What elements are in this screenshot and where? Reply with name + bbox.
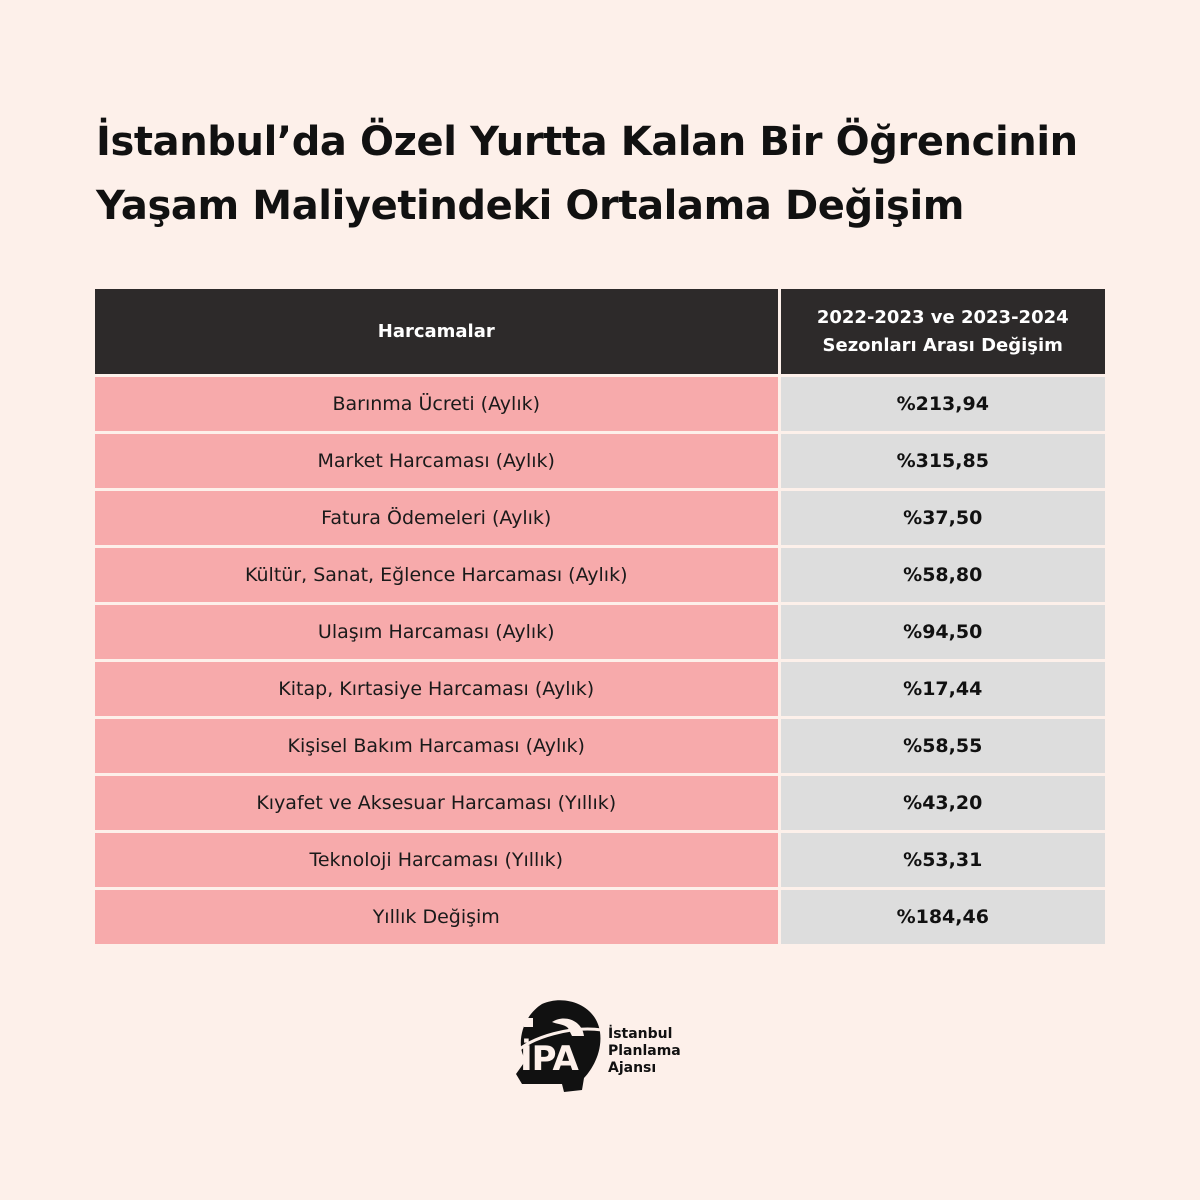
expense-label-cell: Kitap, Kırtasiye Harcaması (Aylık)	[95, 661, 779, 718]
table-row	[95, 661, 1105, 718]
change-value-cell: %37,50	[779, 490, 1105, 547]
cost-change-table	[95, 289, 1105, 944]
table-row	[95, 433, 1105, 490]
expense-label-cell: Market Harcaması (Aylık)	[95, 433, 779, 490]
change-value-cell: %315,85	[779, 433, 1105, 490]
expense-label-cell: Fatura Ödemeleri (Aylık)	[95, 490, 779, 547]
table-row	[95, 832, 1105, 889]
table-row	[95, 775, 1105, 832]
table-row	[95, 490, 1105, 547]
change-value-cell: %53,31	[779, 832, 1105, 889]
column-header-change	[779, 289, 1105, 376]
column-header-change-line-1: 2022-2023 ve 2023-2024	[816, 306, 1069, 328]
change-value-cell: %184,46	[779, 889, 1105, 945]
column-header-expenses: Harcamalar	[95, 289, 779, 376]
page-title	[96, 110, 1116, 238]
column-header-change-line-2: Sezonları Arası Değişim	[822, 334, 1063, 356]
expense-label-cell: Kültür, Sanat, Eğlence Harcaması (Aylık)	[95, 547, 779, 604]
page-title-line-2: Yaşam Maliyetindeki Ortalama Değişim	[96, 183, 965, 229]
change-value-cell: %58,55	[779, 718, 1105, 775]
change-value-cell: %58,80	[779, 547, 1105, 604]
ipa-logo	[512, 996, 702, 1096]
change-value-cell: %213,94	[779, 376, 1105, 433]
ipa-logo-text	[608, 1026, 681, 1077]
ipa-logo-mark-text: İPA	[520, 1039, 578, 1079]
expense-label-cell: Yıllık Değişim	[95, 889, 779, 945]
change-value-cell: %43,20	[779, 775, 1105, 832]
page-title-line-1: İstanbul’da Özel Yurtta Kalan Bir Öğrencinin	[96, 119, 1078, 165]
table-row	[95, 376, 1105, 433]
expense-label-cell: Ulaşım Harcaması (Aylık)	[95, 604, 779, 661]
expense-label-cell: Teknoloji Harcaması (Yıllık)	[95, 832, 779, 889]
ipa-logo-line-3: Ajansı	[608, 1060, 657, 1076]
ipa-logo-line-1: İstanbul	[608, 1026, 673, 1042]
table-row	[95, 547, 1105, 604]
expense-label-cell: Kişisel Bakım Harcaması (Aylık)	[95, 718, 779, 775]
change-value-cell: %94,50	[779, 604, 1105, 661]
table-row	[95, 718, 1105, 775]
table-body	[95, 376, 1105, 945]
change-value-cell: %17,44	[779, 661, 1105, 718]
ipa-logo-line-2: Planlama	[608, 1043, 681, 1059]
table-row	[95, 889, 1105, 945]
ipa-logo-mark	[512, 996, 604, 1096]
table-header-row	[95, 289, 1105, 376]
expense-label-cell: Barınma Ücreti (Aylık)	[95, 376, 779, 433]
expense-label-cell: Kıyafet ve Aksesuar Harcaması (Yıllık)	[95, 775, 779, 832]
table-row	[95, 604, 1105, 661]
